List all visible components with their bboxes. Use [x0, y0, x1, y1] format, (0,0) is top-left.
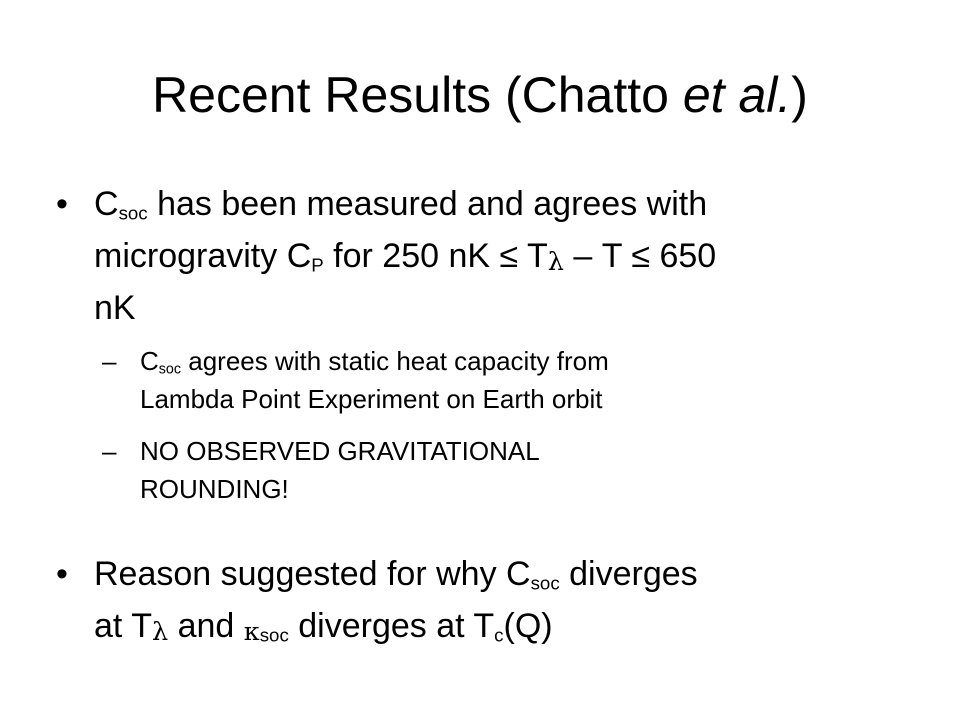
bullet-marker: • — [56, 185, 68, 223]
title-italic: et al. — [682, 67, 792, 123]
subscript: soc — [158, 361, 182, 378]
slide-title — [0, 66, 960, 124]
bullet-text — [94, 548, 698, 652]
subbullet-line: Lambda Point Experiment on Earth orbit — [140, 384, 603, 414]
subscript: soc — [259, 624, 289, 646]
subscript: P — [311, 254, 324, 276]
text-fragment: (Q) — [503, 607, 553, 645]
lambda-symbol: λ — [547, 247, 564, 278]
title-main: Recent Results (Chatto — [152, 67, 683, 123]
subbullet-text — [140, 432, 540, 508]
text-fragment: for 250 nK ≤ T — [323, 237, 548, 275]
text-fragment: diverges — [559, 555, 698, 593]
subscript: soc — [118, 202, 148, 224]
text-fragment: diverges at T — [288, 607, 495, 645]
subscript: c — [494, 624, 504, 646]
subbullet-line: ROUNDING! — [140, 474, 289, 504]
text-fragment: Reason suggested for why C — [94, 555, 531, 593]
bullet-marker: • — [56, 555, 68, 593]
subbullet-marker: – — [102, 346, 117, 376]
bullet-line: nK — [94, 289, 136, 327]
subbullet-line: NO OBSERVED GRAVITATIONAL — [140, 436, 540, 466]
text-fragment: – T ≤ 650 — [563, 237, 717, 275]
text-fragment: has been measured and agrees with — [147, 185, 708, 223]
text-fragment: agrees with static heat capacity from — [181, 346, 609, 376]
bullet-line — [94, 230, 716, 282]
subbullet-marker: – — [102, 436, 117, 466]
bullet-line — [94, 178, 716, 230]
bullet-line — [94, 548, 698, 600]
text-fragment: microgravity C — [94, 237, 312, 275]
bullet-line — [94, 600, 698, 652]
subscript: soc — [530, 572, 560, 594]
subbullet-line — [140, 342, 609, 380]
subbullet-text — [140, 342, 609, 418]
lambda-symbol: λ — [151, 617, 169, 648]
text-fragment: C — [94, 185, 119, 223]
kappa-symbol: κ — [243, 617, 260, 648]
bullet-text — [94, 178, 716, 334]
text-fragment: and — [168, 607, 244, 645]
title-close: ) — [791, 67, 808, 123]
text-fragment: at T — [94, 607, 152, 645]
text-fragment: C — [140, 346, 159, 376]
